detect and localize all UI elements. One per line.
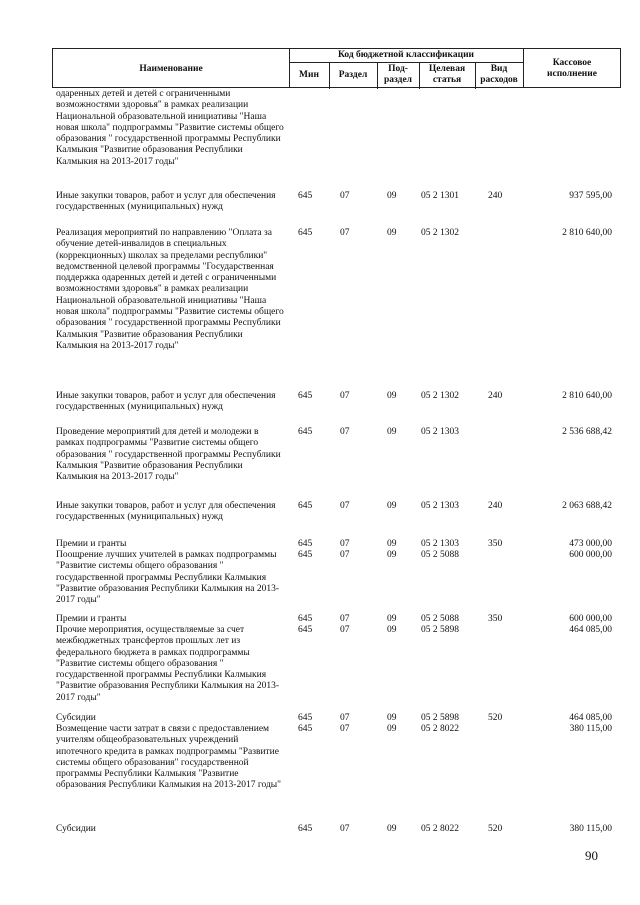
row-podrazdel: 09	[387, 724, 397, 734]
row-name: Иные закупки товаров, работ и услуг для обеспечения государственных (муниципальных) нужд	[56, 191, 276, 213]
row-podrazdel: 09	[387, 427, 397, 437]
header-min: Мин	[299, 70, 319, 80]
row-target: 05 2 8022	[421, 724, 459, 734]
row-podrazdel: 09	[387, 713, 397, 723]
row-target: 05 2 1302	[421, 391, 459, 401]
header-execution-line1: Кассовое	[552, 58, 592, 68]
row-min: 645	[298, 724, 313, 734]
row-target: 05 2 5088	[421, 614, 459, 624]
row-name: Премии и гранты	[56, 539, 127, 549]
row-name: Прочие мероприятия, осуществляемые за счет межбюджетных трансфертов прошлых лет из федерального бюджета в рамках подпрограммы "Развитие системы общего образования " государственной программы Республики Калмыкия "Развитие образования Республики Калмыкия на 2013-2017 годы"	[56, 625, 279, 703]
row-razdel: 07	[340, 391, 350, 401]
header-vid-line1: Вид	[490, 64, 508, 74]
row-amount: 2 536 688,42	[562, 427, 612, 437]
header-vid-line2: расходов	[480, 75, 518, 85]
header-target-line2: статья	[432, 75, 462, 85]
row-amount: 600 000,00	[569, 550, 612, 560]
row-target: 05 2 8022	[421, 824, 459, 834]
row-podrazdel: 09	[387, 625, 397, 635]
row-min: 645	[298, 228, 313, 238]
header-execution-line2: исполнение	[547, 69, 597, 79]
header-execution	[523, 58, 621, 80]
row-podrazdel: 09	[387, 539, 397, 549]
row-amount: 937 595,00	[569, 191, 612, 201]
row-name: Возмещение части затрат в связи с предоставлением учителям общеобразовательных учреждений ипотечного кредита в рамках подпрограммы "Развитие системы общего образования" государственной программы Республики Калмыкия "Развитие образования Республики Калмыкия на 2013-2017 годы"	[56, 724, 282, 791]
row-target: 05 2 1303	[421, 501, 459, 511]
row-name: Проведение мероприятий для детей и молодежи в рамках подпрограммы "Развитие системы общего образования " государственной программы Республики Калмыкия "Развитие образования Республики Калмыкия на 2013-2017 годы"	[56, 427, 281, 483]
row-name: Реализация мероприятий по направлению "Оплата за обучение детей-инвалидов в специальных (коррекционных) школах за пределами республики" ведомственной целевой программы "Государственная поддержка одаренных детей и детей с ограниченными возможностями здоровья" в рамках реализации Национальной образовательной инициативы "Наша новая школа" подпрограммы "Развитие системы общего образования " государственной программы Республики Калмыкия "Развитие образования Республики Калмыкия на 2013-2017 годы"	[56, 228, 284, 351]
row-min: 645	[298, 191, 313, 201]
header-code-group: Код бюджетной классификации	[337, 50, 475, 60]
table-header	[52, 48, 621, 88]
row-name: Премии и гранты	[56, 614, 127, 624]
row-vid: 520	[488, 713, 503, 723]
header-podrazdel	[377, 64, 419, 86]
row-razdel: 07	[340, 824, 350, 834]
row-min: 645	[298, 824, 313, 834]
row-razdel: 07	[340, 724, 350, 734]
row-target: 05 2 1303	[421, 539, 459, 549]
row-razdel: 07	[340, 713, 350, 723]
row-amount: 600 000,00	[569, 614, 612, 624]
row-min: 645	[298, 550, 313, 560]
row-razdel: 07	[340, 550, 350, 560]
row-min: 645	[298, 713, 313, 723]
row-podrazdel: 09	[387, 501, 397, 511]
row-amount: 2 810 640,00	[562, 228, 612, 238]
row-razdel: 07	[340, 539, 350, 549]
row-amount: 2 063 688,42	[562, 501, 612, 511]
row-target: 05 2 1301	[421, 191, 459, 201]
row-razdel: 07	[340, 191, 350, 201]
header-podrazdel-line1: Под-	[388, 64, 408, 74]
row-amount: 464 085,00	[569, 625, 612, 635]
header-target	[419, 64, 475, 86]
row-vid: 240	[488, 191, 503, 201]
row-name: Иные закупки товаров, работ и услуг для обеспечения государственных (муниципальных) нужд	[56, 501, 276, 523]
row-podrazdel: 09	[387, 228, 397, 238]
row-min: 645	[298, 539, 313, 549]
row-target: 05 2 1302	[421, 228, 459, 238]
row-vid: 520	[488, 824, 503, 834]
row-razdel: 07	[340, 501, 350, 511]
header-name: Наименование	[139, 64, 203, 74]
row-min: 645	[298, 625, 313, 635]
row-amount: 464 085,00	[569, 713, 612, 723]
row-razdel: 07	[340, 228, 350, 238]
header-vid	[475, 64, 523, 86]
row-min: 645	[298, 391, 313, 401]
row-podrazdel: 09	[387, 391, 397, 401]
row-name: Субсидии	[56, 824, 96, 834]
row-amount: 2 810 640,00	[562, 391, 612, 401]
header-divider	[289, 62, 524, 63]
row-name: Субсидии	[56, 713, 96, 723]
row-min: 645	[298, 501, 313, 511]
row-name: Поощрение лучших учителей в рамках подпрограммы "Развитие системы общего образования " государственной программы Республики Калмыкия "Развитие образования Республики Калмыкия на 2013-2017 годы"	[56, 550, 279, 606]
row-razdel: 07	[340, 625, 350, 635]
row-target: 05 2 5898	[421, 713, 459, 723]
row-podrazdel: 09	[387, 191, 397, 201]
row-podrazdel: 09	[387, 614, 397, 624]
row-podrazdel: 09	[387, 824, 397, 834]
page-number: 90	[585, 848, 598, 863]
row-amount: 473 000,00	[569, 539, 612, 549]
row-name: одаренных детей и детей с ограниченными возможностями здоровья" в рамках реализации Национальной образовательной инициативы "Наша новая школа" подпрограммы "Развитие системы общего образования " государственной программы Республики Калмыкия "Развитие образования Республики Калмыкия на 2013-2017 годы"	[56, 89, 284, 167]
row-min: 645	[298, 614, 313, 624]
row-target: 05 2 5898	[421, 625, 459, 635]
row-podrazdel: 09	[387, 550, 397, 560]
row-amount: 380 115,00	[569, 824, 612, 834]
row-vid: 350	[488, 614, 503, 624]
header-razdel: Раздел	[338, 70, 368, 80]
row-vid: 240	[488, 391, 503, 401]
row-vid: 350	[488, 539, 503, 549]
row-target: 05 2 1303	[421, 427, 459, 437]
row-amount: 380 115,00	[569, 724, 612, 734]
header-target-line1: Целевая	[428, 64, 466, 74]
row-razdel: 07	[340, 614, 350, 624]
header-podrazdel-line2: раздел	[383, 75, 413, 85]
row-target: 05 2 5088	[421, 550, 459, 560]
row-name: Иные закупки товаров, работ и услуг для обеспечения государственных (муниципальных) нужд	[56, 391, 276, 413]
row-vid: 240	[488, 501, 503, 511]
row-razdel: 07	[340, 427, 350, 437]
row-min: 645	[298, 427, 313, 437]
